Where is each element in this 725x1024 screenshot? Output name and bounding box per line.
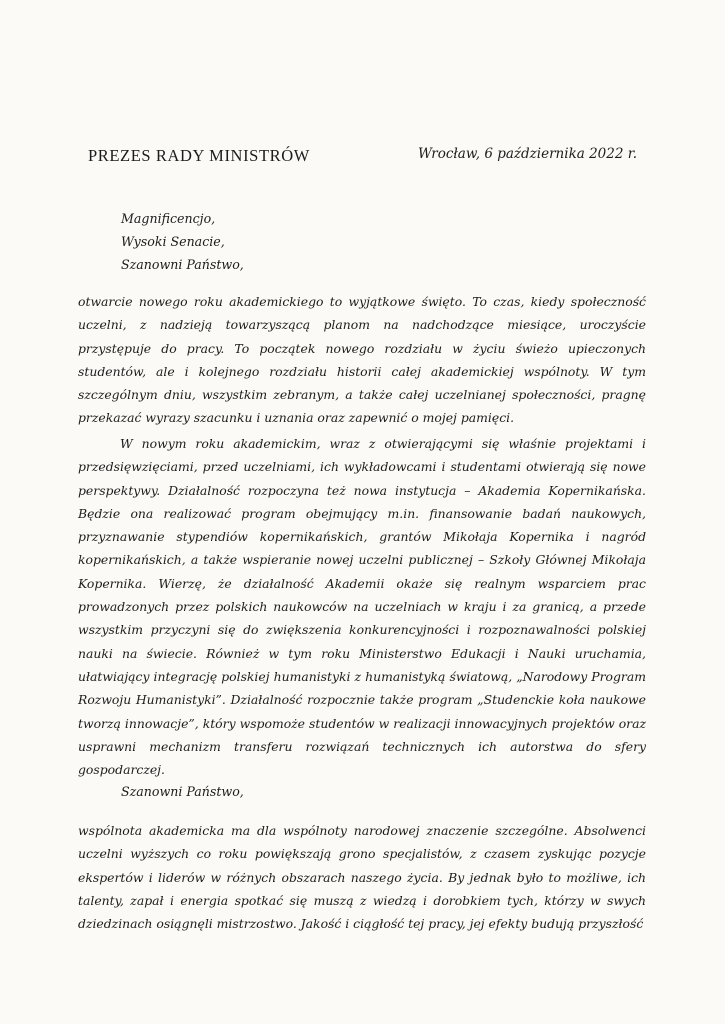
paragraph-3 — [78, 819, 646, 935]
paragraph-text: wspólnota akademicka ma dla wspólnoty narodowej znaczenie szczególne. Absolwenci uczelni wyższych co roku powiększają grono specjalistów, z czasem zyskując pozycje ekspertów i liderów w różnych obszarach naszego życia. By jednak było to możliwe, ich talenty, zapał i energia spotkać się muszą z wiedzą i dorobkiem tych, którzy w swych dziedzinach osiągnęli mistrzostwo. Jakość i ciągłość tej pracy, jej efekty budują przyszłość — [78, 823, 646, 932]
salutation-line: Magnificencjo, — [121, 211, 216, 226]
paragraph-text: otwarcie nowego roku akademickiego to wyjątkowe święto. To czas, kiedy społeczność uczelni, z nadzieją towarzyszącą planom na nadchodzące miesiące, uroczyście przystępuje do pracy. To początek nowego rozdziału w życiu świeżo upieczonych studentów, ale i kolejnego rozdziału historii całej akademickiej wspólnoty. W tym szczególnym dniu, wszystkim zebranym, a także całej uczelnianej społeczności, pragnę przekazać wyrazy szacunku i uznania oraz zapewnić o mojej pamięci. — [78, 294, 646, 426]
salutation-line: Szanowni Państwo, — [121, 257, 244, 272]
mid-salutation: Szanowni Państwo, — [121, 784, 244, 799]
salutation — [121, 207, 244, 276]
office-title: PREZES RADY MINISTRÓW — [88, 146, 310, 165]
paragraph-text: W nowym roku akademickim, wraz z otwierającymi się właśnie projektami i przedsięwzięciami, przed uczelniami, ich wykładowcami i studentami otwierają się nowe perspektywy. Działalność rozpoczyna też nowa instytucja – Akademia Kopernikańska. Będzie ona realizować program obejmujący m.in. finansowanie badań naukowych, przyznawanie stypendiów kopernikańskich, grantów Mikołaja Kopernika i nagród kopernikańskich, a także wspieranie nowej uczelni publicznej – Szkoły Głównej Mikołaja Kopernika. Wierzę, że działalność Akademii okaże się realnym wsparciem prac prowadzonych przez polskich naukowców na uczelniach w kraju i za granicą, a przede wszystkim przyczyni się do zwiększenia konkurencyjności i rozpoznawalności polskiej nauki na świecie. Również w tym roku Ministerstwo Edukacji i Nauki uruchamia, ułatwiający integrację polskiej humanistyki z humanistyką światową, „Narodowy Program Rozwoju Humanistyki”. Działalność rozpocznie także program „Studenckie koła naukowe tworzą innowacje”, który wspomoże studentów w realizacji innowacyjnych projektów oraz usprawni mechanizm transferu rozwiązań technicznych ich autorstwa do sfery gospodarczej. — [78, 436, 646, 778]
letter-header — [88, 144, 637, 172]
salutation-line: Wysoki Senacie, — [121, 234, 225, 249]
place-date: Wrocław, 6 października 2022 r. — [417, 146, 637, 162]
paragraph-1 — [78, 290, 646, 430]
paragraph-2 — [78, 432, 646, 781]
